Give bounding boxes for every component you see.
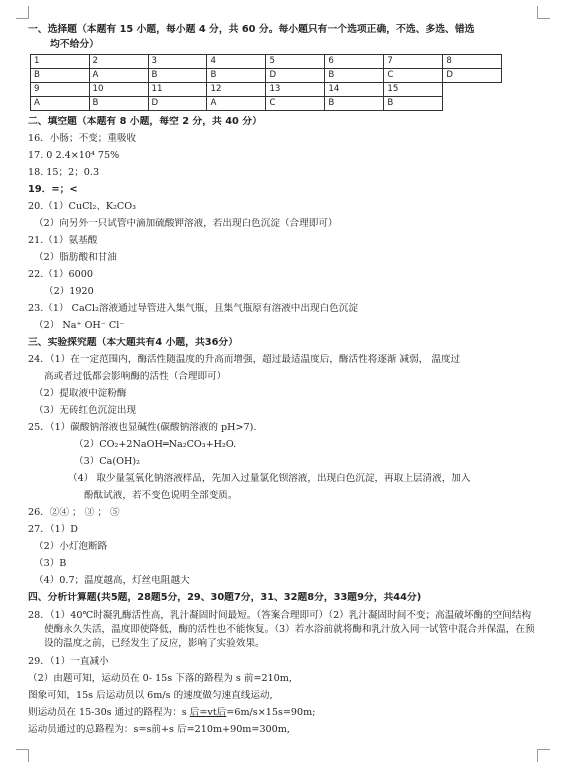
table-cell: D <box>266 69 325 83</box>
table-cell-empty <box>443 97 502 111</box>
table-cell: A <box>89 69 148 83</box>
table-cell: A <box>31 97 90 111</box>
answer-line: 18. 15；2；0.3 <box>28 167 100 178</box>
answer-text: 则运动员在 15-30s 通过的路程为：s <box>28 707 190 718</box>
answer-line: 21.（1）氨基酸 <box>28 235 98 246</box>
table-cell: B <box>384 97 443 111</box>
table-cell: C <box>384 69 443 83</box>
answer-line: （2）向另外一只试管中滴加硫酸钾溶液，若出现白色沉淀（合理即可） <box>34 218 338 229</box>
table-cell: B <box>207 69 266 83</box>
choice-answer-table <box>30 54 502 111</box>
answer-line: （2）脂肪酸和甘油 <box>34 252 117 263</box>
table-cell: B <box>325 69 384 83</box>
table-cell: 2 <box>89 55 148 69</box>
section1-heading <box>28 22 536 52</box>
answer-text-underlined: 后=vt后 <box>189 707 227 718</box>
table-row-answers-2 <box>31 97 502 111</box>
section2-heading: 二、填空题（本题有 8 小题，每空 2 分，共 40 分） <box>28 116 262 127</box>
crop-mark-top-right <box>537 6 550 19</box>
answer-line: （3）B <box>34 558 67 569</box>
answer-line: （2）小灯泡断路 <box>34 541 108 552</box>
table-cell: 13 <box>266 83 325 97</box>
table-cell: D <box>148 97 207 111</box>
answer-line: 17. 0 2.4×10⁴ 75% <box>28 150 120 161</box>
answer-line: 高或者过低都会影响酶的活性（合理即可） <box>44 371 227 382</box>
table-cell-empty <box>443 83 502 97</box>
crop-mark-bottom-left <box>16 749 29 762</box>
crop-mark-top-left <box>16 6 29 19</box>
table-cell: 12 <box>207 83 266 97</box>
answer-line: 29．（1）一直减小 <box>28 656 109 667</box>
section1-heading-line2: 均不给分） <box>50 39 99 50</box>
answer-line: （4） 取少量氢氧化钠溶液样品，先加入过量氯化钡溶液，出现白色沉淀，再取上层清液，加入 <box>68 473 471 484</box>
table-cell: B <box>325 97 384 111</box>
table-cell: B <box>148 69 207 83</box>
answer-line: 22.（1）6000 <box>28 269 93 280</box>
answer-line: （3）Ca(OH)₂ <box>74 456 140 467</box>
table-cell: 15 <box>384 83 443 97</box>
table-cell: 10 <box>89 83 148 97</box>
table-row-numbers-2 <box>31 83 502 97</box>
answer-line: （2） Na⁺ OH⁻ Cl⁻ <box>34 320 125 331</box>
table-cell: A <box>207 97 266 111</box>
table-cell: D <box>443 69 502 83</box>
answer-line: 20.（1）CuCl₂、K₂CO₃ <box>28 201 136 212</box>
answer-line <box>28 707 536 724</box>
answer-line: 16．小肠；不变；重吸收 <box>28 133 137 144</box>
answer-text: =6m/s×15s=90m; <box>226 707 316 718</box>
answer-line: 25．（1）碳酸钠溶液也显碱性(碳酸钠溶液的 pH>7). <box>28 422 257 433</box>
answer-line: 23.（1） CaCl₂溶液通过导管进入集气瓶，且集气瓶原有溶液中出现白色沉淀 <box>28 303 358 314</box>
table-cell: 11 <box>148 83 207 97</box>
answer-line: 图象可知，15s 后运动员以 6m/s 的速度做匀速直线运动, <box>28 690 273 701</box>
answer-line: 26．②④ ； ③ ； ⑤ <box>28 507 120 518</box>
answer-line: （2）提取液中淀粉酶 <box>34 388 127 399</box>
table-cell: B <box>31 69 90 83</box>
table-cell: 1 <box>31 55 90 69</box>
section3-heading: 三、实验探究题（本大题共有4 小题，共36分） <box>28 337 239 348</box>
answer-paragraph: 28．（1）40℃时凝乳酶活性高，乳汁凝固时间最短。（答案合理即可）（2）乳汁凝固时间不变；高温破坏酶的空间结构使酶永久失活，温度即使降低，酶的活性也不能恢复。（3）若水浴前就将酶和乳汁放入同一试管中混合并保温，在预设的温度之前，已经发生了反应，影响了实验效果。 <box>28 610 535 649</box>
answer-line: （4）0.7；温度越高，灯丝电阻越大 <box>34 575 190 586</box>
table-cell: 4 <box>207 55 266 69</box>
answer-line: （2）CO₂+2NaOH═Na₂CO₃+H₂O. <box>74 439 237 450</box>
table-cell: 14 <box>325 83 384 97</box>
table-row-answers-1 <box>31 69 502 83</box>
section4-heading: 四、分析计算题(共5题，28题5分，29、30题7分，31、32题8分，33题9分，共44分) <box>28 592 422 603</box>
table-cell: B <box>89 97 148 111</box>
section1-heading-line1: 一、选择题（本题有 15 小题，每小题 4 分，共 60 分。每小题只有一个选项正确，不选、多选、错选 <box>28 24 475 35</box>
table-row-numbers-1 <box>31 55 502 69</box>
table-cell: 7 <box>384 55 443 69</box>
table-cell: C <box>266 97 325 111</box>
document-body <box>28 22 536 741</box>
table-cell: 3 <box>148 55 207 69</box>
table-cell: 9 <box>31 83 90 97</box>
answer-line: 27．（1）D <box>28 524 78 535</box>
answer-line: 19．=；< <box>28 184 78 195</box>
table-cell: 5 <box>266 55 325 69</box>
answer-line: 运动员通过的总路程为：s=s前+s 后=210m+90m=300m, <box>28 724 290 735</box>
answer-line: 酚酞试液，若不变色说明全部变质。 <box>84 490 238 501</box>
crop-mark-bottom-right <box>537 749 550 762</box>
answer-line: （2）由题可知，运动员在 0- 15s 下落的路程为 s 前=210m, <box>28 673 292 684</box>
answer-line: （2）1920 <box>44 286 94 297</box>
answer-line: （3）无砖红色沉淀出现 <box>34 405 137 416</box>
table-cell: 8 <box>443 55 502 69</box>
table-cell: 6 <box>325 55 384 69</box>
answer-line: 24．（1）在一定范围内，酶活性随温度的升高而增强，超过最适温度后，酶活性将逐渐 减弱， 温度过 <box>28 354 461 365</box>
